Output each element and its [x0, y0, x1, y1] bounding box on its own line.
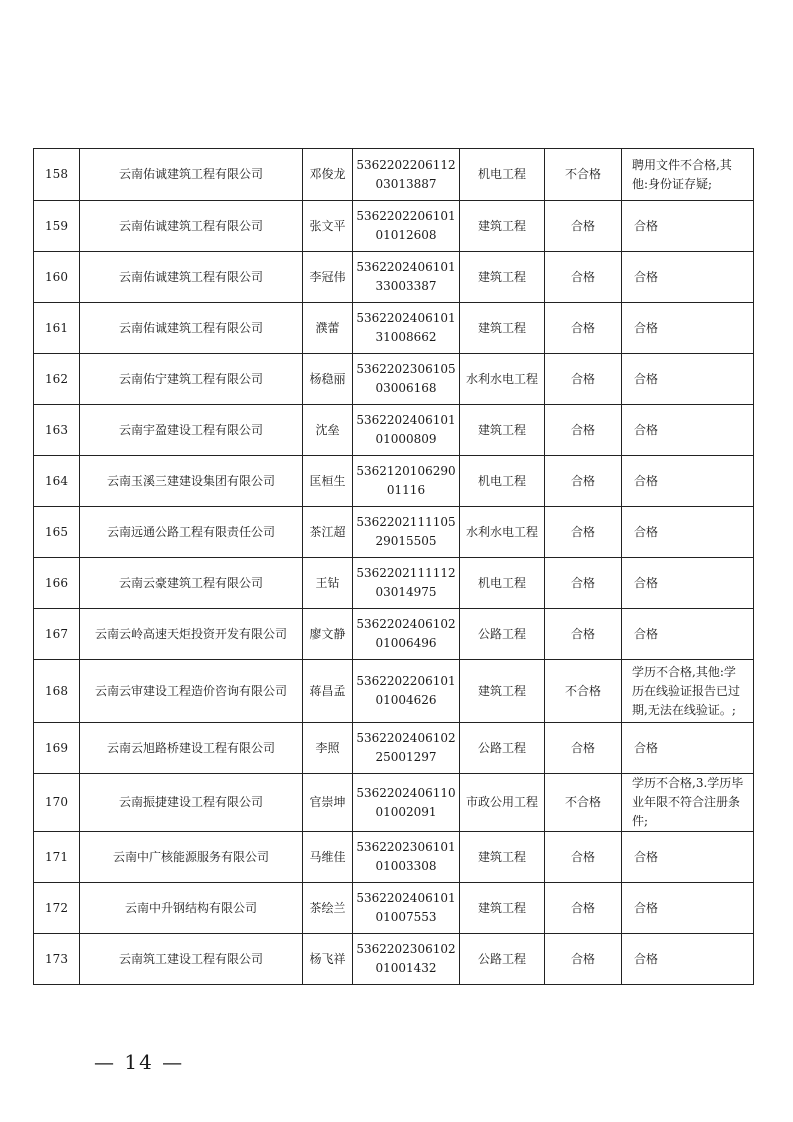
table-row [34, 883, 754, 934]
cell-name: 匡桓生 [303, 456, 353, 507]
cell-company: 云南中升钢结构有限公司 [80, 883, 303, 934]
cell-name: 濮蕾 [303, 303, 353, 354]
cell-notes: 合格 [622, 201, 754, 252]
cell-name: 李冠伟 [303, 252, 353, 303]
cell-major: 公路工程 [460, 934, 545, 985]
cell-name: 李照 [303, 723, 353, 774]
cell-notes: 合格 [622, 609, 754, 660]
table-row [34, 609, 754, 660]
cell-notes: 合格 [622, 883, 754, 934]
cell-name: 茶绘兰 [303, 883, 353, 934]
cell-cert: 536220240610131008662 [353, 303, 460, 354]
cell-result: 合格 [545, 832, 622, 883]
cell-result: 合格 [545, 405, 622, 456]
cell-major: 建筑工程 [460, 303, 545, 354]
cell-notes: 合格 [622, 723, 754, 774]
cell-name: 杨稳丽 [303, 354, 353, 405]
cell-no: 172 [34, 883, 80, 934]
cell-no: 167 [34, 609, 80, 660]
cell-cert: 536220220610101012608 [353, 201, 460, 252]
cell-company: 云南云豪建筑工程有限公司 [80, 558, 303, 609]
cell-name: 马维佳 [303, 832, 353, 883]
cell-cert: 536220240610133003387 [353, 252, 460, 303]
cell-major: 机电工程 [460, 558, 545, 609]
cell-notes: 合格 [622, 832, 754, 883]
cell-company: 云南宇盈建设工程有限公司 [80, 405, 303, 456]
table-row [34, 934, 754, 985]
cell-cert: 536220240610201006496 [353, 609, 460, 660]
cell-no: 173 [34, 934, 80, 985]
table-row [34, 660, 754, 723]
cell-company: 云南佑诚建筑工程有限公司 [80, 252, 303, 303]
cell-major: 水利水电工程 [460, 354, 545, 405]
cell-no: 171 [34, 832, 80, 883]
cell-name: 廖文静 [303, 609, 353, 660]
cell-result: 合格 [545, 252, 622, 303]
cell-result: 合格 [545, 303, 622, 354]
cell-company: 云南远通公路工程有限责任公司 [80, 507, 303, 558]
cell-no: 170 [34, 774, 80, 832]
cell-no: 168 [34, 660, 80, 723]
cell-no: 158 [34, 149, 80, 201]
cell-major: 建筑工程 [460, 883, 545, 934]
cell-major: 公路工程 [460, 609, 545, 660]
cell-company: 云南佑诚建筑工程有限公司 [80, 201, 303, 252]
cell-notes: 合格 [622, 558, 754, 609]
cell-company: 云南云岭高速天炬投资开发有限公司 [80, 609, 303, 660]
cell-notes: 合格 [622, 405, 754, 456]
cell-name: 沈垒 [303, 405, 353, 456]
cell-major: 水利水电工程 [460, 507, 545, 558]
table-row [34, 456, 754, 507]
table-row [34, 303, 754, 354]
cell-name: 茶江超 [303, 507, 353, 558]
cell-result: 合格 [545, 354, 622, 405]
cell-result: 合格 [545, 456, 622, 507]
cell-cert: 536220220610101004626 [353, 660, 460, 723]
cell-no: 169 [34, 723, 80, 774]
cell-no: 160 [34, 252, 80, 303]
cell-no: 161 [34, 303, 80, 354]
cell-company: 云南中广核能源服务有限公司 [80, 832, 303, 883]
cell-result: 合格 [545, 201, 622, 252]
cell-name: 邓俊龙 [303, 149, 353, 201]
cell-result: 不合格 [545, 660, 622, 723]
cell-major: 市政公用工程 [460, 774, 545, 832]
cell-no: 166 [34, 558, 80, 609]
cell-result: 合格 [545, 507, 622, 558]
cell-cert: 536220240611001002091 [353, 774, 460, 832]
cell-company: 云南振捷建设工程有限公司 [80, 774, 303, 832]
table-row [34, 558, 754, 609]
cell-major: 建筑工程 [460, 660, 545, 723]
cell-name: 杨飞祥 [303, 934, 353, 985]
table-row [34, 201, 754, 252]
table-row [34, 832, 754, 883]
cell-name: 蒋昌孟 [303, 660, 353, 723]
cell-major: 建筑工程 [460, 201, 545, 252]
cell-cert: 536220230610503006168 [353, 354, 460, 405]
cell-cert: 536220220611203013887 [353, 149, 460, 201]
cell-result: 合格 [545, 934, 622, 985]
cell-result: 不合格 [545, 774, 622, 832]
cell-major: 建筑工程 [460, 405, 545, 456]
cell-cert: 536220211111203014975 [353, 558, 460, 609]
cell-result: 合格 [545, 883, 622, 934]
cell-cert: 536220230610201001432 [353, 934, 460, 985]
cell-no: 162 [34, 354, 80, 405]
cell-no: 159 [34, 201, 80, 252]
table-row [34, 507, 754, 558]
table-row [34, 723, 754, 774]
cell-result: 合格 [545, 558, 622, 609]
cell-notes: 合格 [622, 507, 754, 558]
cell-company: 云南佑诚建筑工程有限公司 [80, 149, 303, 201]
cell-cert: 536212010629001116 [353, 456, 460, 507]
cell-notes: 学历不合格,其他:学历在线验证报告已过期,无法在线验证。; [622, 660, 754, 723]
cell-major: 公路工程 [460, 723, 545, 774]
cell-name: 张文平 [303, 201, 353, 252]
cell-notes: 聘用文件不合格,其他:身份证存疑; [622, 149, 754, 201]
cell-company: 云南筑工建设工程有限公司 [80, 934, 303, 985]
cell-company: 云南云旭路桥建设工程有限公司 [80, 723, 303, 774]
cell-cert: 536220240610101007553 [353, 883, 460, 934]
cell-cert: 536220211110529015505 [353, 507, 460, 558]
cell-result: 不合格 [545, 149, 622, 201]
cell-major: 机电工程 [460, 149, 545, 201]
cell-notes: 合格 [622, 354, 754, 405]
cell-major: 机电工程 [460, 456, 545, 507]
cell-notes: 合格 [622, 252, 754, 303]
cell-major: 建筑工程 [460, 252, 545, 303]
cell-company: 云南佑宁建筑工程有限公司 [80, 354, 303, 405]
results-table [33, 148, 754, 985]
table-row [34, 149, 754, 201]
cell-result: 合格 [545, 609, 622, 660]
page-number: — 14 — [94, 1050, 185, 1074]
table-row [34, 405, 754, 456]
cell-no: 163 [34, 405, 80, 456]
table-row [34, 774, 754, 832]
cell-notes: 合格 [622, 934, 754, 985]
table-row [34, 252, 754, 303]
cell-cert: 536220240610225001297 [353, 723, 460, 774]
cell-notes: 学历不合格,3.学历毕业年限不符合注册条件; [622, 774, 754, 832]
cell-cert: 536220240610101000809 [353, 405, 460, 456]
cell-no: 165 [34, 507, 80, 558]
cell-notes: 合格 [622, 303, 754, 354]
cell-result: 合格 [545, 723, 622, 774]
cell-no: 164 [34, 456, 80, 507]
cell-company: 云南玉溪三建建设集团有限公司 [80, 456, 303, 507]
cell-major: 建筑工程 [460, 832, 545, 883]
cell-company: 云南云审建设工程造价咨询有限公司 [80, 660, 303, 723]
table-row [34, 354, 754, 405]
cell-cert: 536220230610101003308 [353, 832, 460, 883]
cell-name: 王钻 [303, 558, 353, 609]
cell-notes: 合格 [622, 456, 754, 507]
cell-name: 官崇坤 [303, 774, 353, 832]
cell-company: 云南佑诚建筑工程有限公司 [80, 303, 303, 354]
